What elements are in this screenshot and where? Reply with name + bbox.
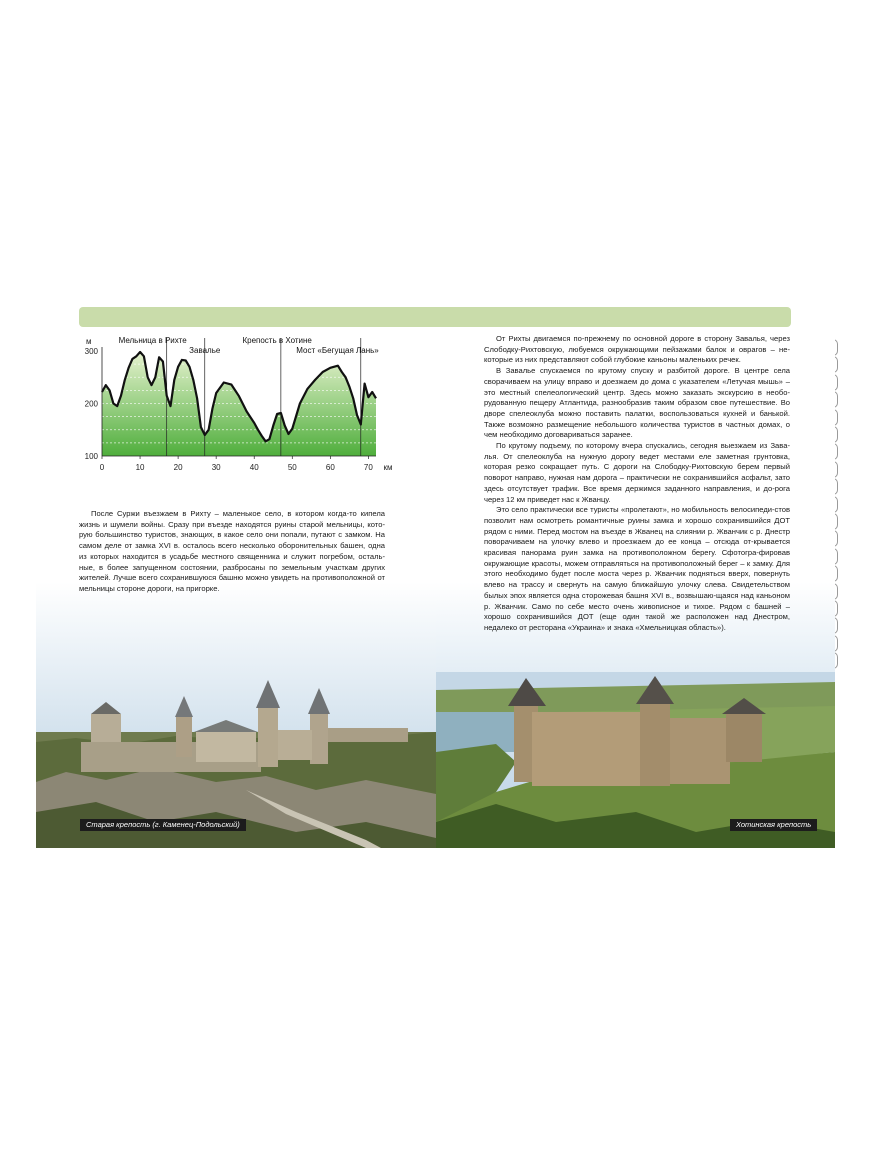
left-paragraph: После Суржи въезжаем в Рихту – маленькое село, в котором когда-то кипела жизнь и шумели войны. Сразу при въезде находятся руины старой мельницы, кото-рую большинство туристов, знающих, в какое село они попали, путают с замком. На самом деле от замка XVI в. осталось всего несколько оборонительных башен, одна из которых находится в усадьбе местного священника и служит погребом, осталь-ные, в более запущенном состоянии, разбросаны по земельным участкам других жителей. Лучше всего сохранившуюся башню можно увидеть на противоположной от мельницы стороне дороги, на пригорке. xyxy=(79,509,385,593)
left-column-text xyxy=(79,509,385,595)
right-paragraph-3: По крутому подъему, по которому вчера спускались, сегодня выезжаем из Зава-лья. От спелеоклуба на нужную дорогу ведет местами еле заметная грунтовка, которая резко сокращает путь. С дороги на Слободку-Рихтовскую берем первый поворот направо, нужная нам дорога – практически не сохранившийся асфальт, зато здесь отсутствует трафик. Все время держимся заданного направления, и до-рога через 12 км приведет нас к Жванцу. xyxy=(484,441,790,504)
annotation-label: Завалье xyxy=(189,346,221,355)
x-tick-label: 20 xyxy=(173,463,183,472)
left-photo-caption: Старая крепость (г. Каменец-Подольский) xyxy=(80,819,246,831)
y-tick-label: 300 xyxy=(84,347,98,356)
annotation-label: Мост «Бегущая Лань» xyxy=(296,346,379,355)
x-tick-label: 30 xyxy=(211,463,221,472)
right-paragraph-1: От Рихты двигаемся по-прежнему по основной дороге в сторону Завалья, через Слободку-Рихтовскую, любуемся окружающими пейзажами балок и оврагов – не-которые из них представляют собой глубокие каньоны маленьких речек. xyxy=(484,334,790,365)
y-tick-label: 200 xyxy=(84,399,98,409)
x-tick-label: 60 xyxy=(325,463,335,472)
right-photo-caption: Хотинская крепость xyxy=(730,819,817,831)
right-column-text xyxy=(484,334,790,634)
x-tick-label: 70 xyxy=(363,463,373,472)
right-paragraph-2: В Завалье спускаемся по крутому спуску и разбитой дороге. В центре села сворачиваем на улицу вправо и доезжаем до дома с указателем «Летучая мышь» – это местный спелеологический центр. Здесь можно заказать экскурсию в необо-рудованную пещеру Атлантида, разнообразив таким образом свое путешествие. Во дворе спелеоклуба можно поставить палатки, воспользоваться кухней и банькой. Также возможно размещение небольшого количества туристов в частных домах, о чем необходимо договариваться заранее. xyxy=(484,366,790,440)
page-header-band xyxy=(79,307,791,327)
elevation-chart xyxy=(78,333,398,483)
y-tick-label: 100 xyxy=(84,452,98,461)
y-axis-label: м xyxy=(86,337,92,346)
right-paragraph-4: Это село практически все туристы «пролетают», но мобильность велосипеди-стов позволит нам осмотреть романтичные руины замка и хорошо сохранившийся ДОТ рядом с ними. Перед мостом на въезде в Жванец на слиянии р. Жванчик с р. Днестр поворачиваем на улочку влево и проезжаем до ее конца – отсюда от-крывается красивая панорама руин замка на противоположном берегу. Сфотогра-фировав окружающие красоты, можем отправляться на противоположный берег – к замку. Для этого необходимо будет после моста через р. Жванчик подняться вверх, повернуть влево на трассу и свернуть на самую ближайшую улочку слева. Свидетельством былых эпох является одна сторожевая башня XVI в., возвышаю-щаяся над каньоном р. Жванчик. Само по себе место очень живописное и тихое. Рядом с башней – хорошо сохранившийся ДОТ (еще один такой же расположен над Днестром, недалеко от ресторана «Украина» и знака «Хмельницкая область»). xyxy=(484,505,790,632)
x-tick-label: 0 xyxy=(99,463,105,472)
annotation-label: Мельница в Рихте xyxy=(118,336,187,345)
x-tick-label: 40 xyxy=(249,463,259,472)
annotation-label: Крепость в Хотине xyxy=(242,336,312,345)
x-axis-label: км xyxy=(383,463,393,472)
x-tick-label: 10 xyxy=(135,463,145,472)
x-tick-label: 50 xyxy=(287,463,297,472)
